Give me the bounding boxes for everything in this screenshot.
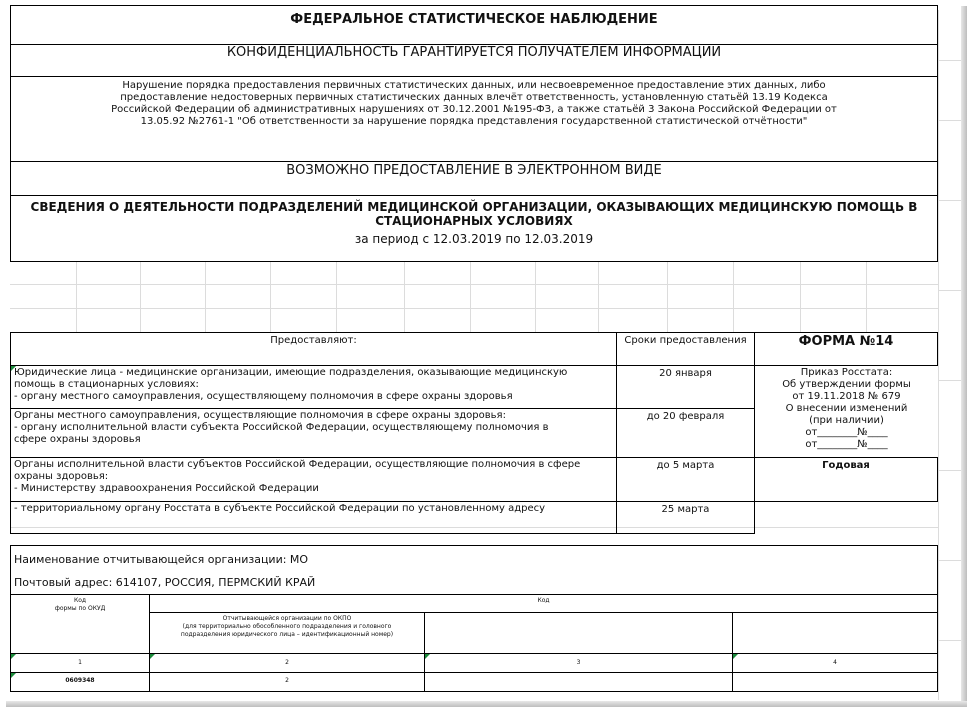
order-line: О внесении изменений xyxy=(785,403,908,414)
code-col4-header xyxy=(732,612,938,654)
order-block xyxy=(754,365,938,458)
row-term: 25 марта xyxy=(661,504,710,515)
gridline xyxy=(205,262,206,332)
okpo-label: (для территориально обособленного подразделения и головного xyxy=(182,623,392,630)
row-term: 20 января xyxy=(659,368,712,379)
comment-marker-icon xyxy=(11,673,16,678)
warning-text xyxy=(11,80,937,128)
org-block xyxy=(10,545,938,595)
gridline xyxy=(938,470,962,471)
comment-marker-icon xyxy=(733,654,738,659)
row-text-line: - территориальному органу Росстата в субъекте Российской Федерации по установленному адресу xyxy=(14,503,546,514)
header-block-2 xyxy=(10,44,938,77)
row-text-line: - Министерству здравоохранения Российской Федерации xyxy=(14,483,319,494)
gridline xyxy=(800,262,801,332)
code-header-cell xyxy=(149,594,938,613)
gridline xyxy=(270,262,271,332)
gridline xyxy=(76,262,77,332)
row-term-cell xyxy=(616,408,755,458)
gridline xyxy=(938,290,962,291)
order-line: от________№____ xyxy=(805,439,888,450)
periodicity: Годовая xyxy=(822,460,870,471)
gridline xyxy=(866,262,867,332)
form-number: ФОРМА №14 xyxy=(798,334,894,349)
org-address: Почтовый адрес: 614107, РОССИЯ, ПЕРМСКИЙ КРАЙ xyxy=(14,576,316,589)
gridline xyxy=(535,262,536,332)
row-term: до 20 февраля xyxy=(646,411,725,422)
warning-line: 13.05.92 №2761-1 "Об ответственности за нарушение порядка представления государственной статистической отчётности" xyxy=(140,116,808,127)
col-header-terms xyxy=(616,332,755,366)
header-federal: ФЕДЕРАЛЬНОЕ СТАТИСТИЧЕСКОЕ НАБЛЮДЕНИЕ xyxy=(290,12,658,27)
col-number: 1 xyxy=(78,659,82,666)
electronic-block xyxy=(10,161,938,196)
comment-marker-icon xyxy=(11,366,16,371)
okud-label: Код xyxy=(73,597,87,604)
num-cell xyxy=(10,653,150,673)
comment-marker-icon xyxy=(150,654,155,659)
code-col3-value xyxy=(424,672,733,692)
gridline xyxy=(336,262,337,332)
row-text-line: Органы местного самоуправления, осуществляющие полномочия в сфере охраны здоровья: xyxy=(14,410,506,421)
warning-line: предоставление недостоверных первичных статистических данных влечёт ответственность, установленную статьёй 13.19 Кодекса xyxy=(120,92,828,103)
okud-header-cell xyxy=(10,594,150,654)
org-name: Наименование отчитывающейся организации: МО xyxy=(14,553,309,566)
gridline xyxy=(938,60,962,61)
order-line: Об утверждении формы xyxy=(782,379,911,390)
header-confidential: КОНФИДЕНЦИАЛЬНОСТЬ ГАРАНТИРУЕТСЯ ПОЛУЧАТЕЛЕМ ИНФОРМАЦИИ xyxy=(226,45,722,60)
code-label: Код xyxy=(537,597,550,604)
row-text-line: - органу местного самоуправления, осуществляющему полномочия в сфере охраны здоровья xyxy=(14,391,513,402)
row-term: до 5 марта xyxy=(656,460,715,471)
warning-block xyxy=(10,76,938,162)
form-number-cell xyxy=(754,332,938,366)
header-block-1 xyxy=(10,5,938,45)
row-text-line: помощь в стационарных условиях: xyxy=(14,379,199,390)
comment-marker-icon xyxy=(425,654,430,659)
gridline xyxy=(598,262,599,332)
gridline xyxy=(10,284,938,285)
col-number: 2 xyxy=(285,659,289,666)
order-line: от 19.11.2018 № 679 xyxy=(792,391,901,402)
okpo-label: Отчитывающейся организации по ОКПО xyxy=(222,615,352,622)
row-term-cell xyxy=(616,457,755,502)
num-cell xyxy=(149,653,425,673)
gridline xyxy=(140,262,141,332)
page-shadow xyxy=(6,701,967,707)
row-text-line: охраны здоровья: xyxy=(14,471,109,482)
gridline xyxy=(938,560,962,561)
gridline xyxy=(470,262,471,332)
page-shadow xyxy=(961,6,967,707)
row-term-cell xyxy=(616,501,755,534)
order-line: Приказ Росстата: xyxy=(800,367,893,378)
gridline xyxy=(938,640,962,641)
form-title-line: СТАЦИОНАРНЫХ УСЛОВИЯХ xyxy=(375,214,573,228)
gridline xyxy=(938,200,962,201)
order-line: от________№____ xyxy=(805,427,888,438)
gridline xyxy=(667,262,668,332)
gridline xyxy=(938,120,962,121)
col-number: 4 xyxy=(833,659,837,666)
gridline xyxy=(10,308,938,309)
comment-marker-icon xyxy=(11,654,16,659)
gridline xyxy=(938,380,962,381)
col-header-submit xyxy=(10,332,617,366)
warning-line: Российской Федерации об административных нарушениях от 30.12.2001 №195-ФЗ, а также статьёй 3 Закона Российской Федерации от xyxy=(111,104,837,115)
num-cell xyxy=(424,653,733,673)
gridline xyxy=(733,262,734,332)
form-title-line: СВЕДЕНИЯ О ДЕЯТЕЛЬНОСТИ ПОДРАЗДЕЛЕНИЙ МЕДИЦИНСКОЙ ОРГАНИЗАЦИИ, ОКАЗЫВАЮЩИХ МЕДИЦИНСКУЮ ПОМОЩЬ В xyxy=(30,200,918,214)
col-header-terms-label: Сроки предоставления xyxy=(624,335,747,346)
row-text-line: Юридические лица - медицинские организации, имеющие подразделения, оказывающие медицинскую xyxy=(14,367,568,378)
row-text-line: сфере охраны здоровья xyxy=(14,434,141,445)
table-row xyxy=(10,457,617,502)
col-header-submit-label: Предоставляют: xyxy=(270,335,357,346)
okpo-header-cell xyxy=(149,612,425,654)
row-term-cell xyxy=(616,365,755,409)
okpo-value-cell xyxy=(149,672,425,692)
num-cell xyxy=(732,653,938,673)
order-line: (при наличии) xyxy=(809,415,884,426)
row-text-line: Органы исполнительной власти субъектов Российской Федерации, осуществляющие полномочия в сфере xyxy=(14,459,581,470)
col-number: 3 xyxy=(576,659,581,666)
code-col4-value xyxy=(732,672,938,692)
warning-line: Нарушение порядка предоставления первичных статистических данных, или несвоевременное предоставление этих данных, либо xyxy=(122,80,826,91)
report-period: за период с 12.03.2019 по 12.03.2019 xyxy=(354,232,594,246)
electronic-note: ВОЗМОЖНО ПРЕДОСТАВЛЕНИЕ В ЭЛЕКТРОННОМ ВИДЕ xyxy=(286,163,662,178)
okud-value: 0609348 xyxy=(65,677,95,684)
okud-value-cell xyxy=(10,672,150,692)
okpo-label: подразделения юридического лица – идентификационный номер) xyxy=(180,631,394,638)
gridline xyxy=(404,262,405,332)
gridline xyxy=(938,10,939,700)
row-text-line: - органу исполнительной власти субъекта Российской Федерации, осуществляющему полномочия в xyxy=(14,422,549,433)
table-row xyxy=(10,365,617,409)
okpo-value: 2 xyxy=(285,677,289,684)
periodicity-cell xyxy=(754,457,938,502)
code-col3-header xyxy=(424,612,733,654)
table-row xyxy=(10,408,617,458)
okud-label: формы по ОКУД xyxy=(54,605,106,612)
table-row xyxy=(10,501,617,534)
title-block xyxy=(10,195,938,262)
